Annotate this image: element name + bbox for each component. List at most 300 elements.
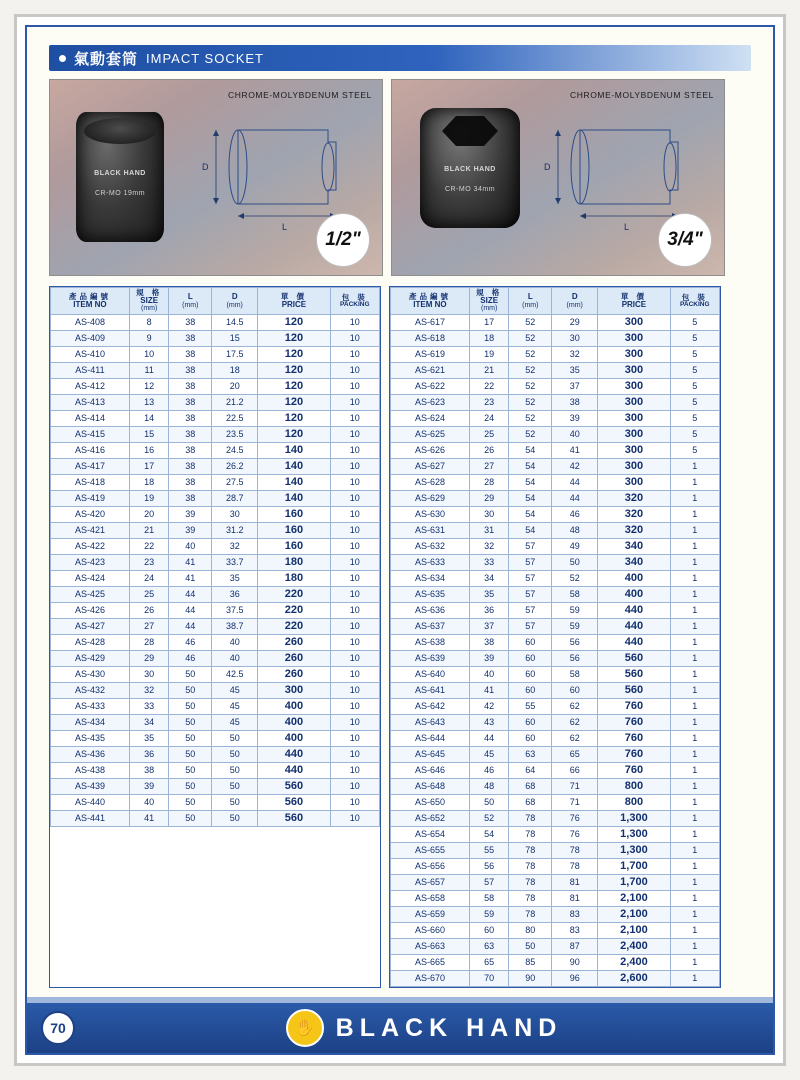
cell-size: 38 [469,635,508,651]
cell-item: AS-627 [391,459,470,475]
cell-d: 22.5 [212,411,258,427]
cell-price: 220 [258,603,330,619]
cell-d: 50 [212,795,258,811]
col-size-unit: (mm) [141,305,158,313]
col-item-no [51,288,130,315]
cell-size: 9 [129,331,168,347]
cell-pack: 10 [330,651,379,667]
table-row [51,507,380,523]
col-l [169,288,212,315]
cell-item: AS-421 [51,523,130,539]
cell-pack: 1 [670,555,719,571]
product-photo-row [49,79,751,276]
cell-price: 260 [258,635,330,651]
cell-size: 29 [129,651,168,667]
spec-table-right-body [391,315,720,987]
col-item-no-cn: 產品編號 [68,291,111,301]
cell-d: 71 [552,779,598,795]
socket-spec-label-1: CR-MO 19mm [94,190,146,197]
cell-item: AS-619 [391,347,470,363]
cell-l: 38 [169,491,212,507]
cell-d: 50 [212,811,258,827]
cell-size: 25 [129,587,168,603]
cell-item: AS-423 [51,555,130,571]
table-row [391,779,720,795]
cell-pack: 1 [670,523,719,539]
cell-price: 440 [598,635,670,651]
drive-size-badge-1: 1/2" [316,213,370,267]
cell-pack: 10 [330,571,379,587]
cell-price: 180 [258,555,330,571]
table-row [51,587,380,603]
cell-l: 78 [509,859,552,875]
cell-l: 50 [169,683,212,699]
cell-item: AS-419 [51,491,130,507]
cell-pack: 1 [670,651,719,667]
cell-l: 68 [509,779,552,795]
cell-d: 87 [552,939,598,955]
cell-d: 56 [552,635,598,651]
svg-text:L: L [282,222,288,232]
cell-pack: 10 [330,347,379,363]
bullet-icon [59,55,66,62]
cell-size: 13 [129,395,168,411]
cell-d: 27.5 [212,475,258,491]
cell-size: 56 [469,859,508,875]
cell-price: 440 [258,747,330,763]
cell-item: AS-636 [391,603,470,619]
cell-size: 11 [129,363,168,379]
cell-pack: 5 [670,315,719,331]
cell-size: 26 [469,443,508,459]
cell-size: 63 [469,939,508,955]
table-row [391,939,720,955]
cell-d: 45 [212,683,258,699]
cell-pack: 10 [330,363,379,379]
cell-l: 38 [169,379,212,395]
table-row [391,843,720,859]
cell-price: 1,300 [598,843,670,859]
cell-price: 300 [598,347,670,363]
col-l [509,288,552,315]
table-row [391,635,720,651]
cell-item: AS-417 [51,459,130,475]
table-row [391,475,720,491]
table-row [391,523,720,539]
cell-d: 28.7 [212,491,258,507]
cell-pack: 1 [670,475,719,491]
socket-top-face-1 [84,118,156,144]
cell-size: 46 [469,763,508,779]
cell-l: 50 [169,715,212,731]
cell-price: 160 [258,507,330,523]
table-row [391,571,720,587]
cell-pack: 1 [670,763,719,779]
cell-l: 44 [169,603,212,619]
cell-price: 300 [598,475,670,491]
cell-d: 46 [552,507,598,523]
cell-size: 8 [129,315,168,331]
cell-item: AS-622 [391,379,470,395]
cell-l: 39 [169,523,212,539]
cell-item: AS-420 [51,507,130,523]
cell-pack: 10 [330,443,379,459]
cell-l: 90 [509,971,552,987]
cell-d: 62 [552,699,598,715]
cell-l: 38 [169,459,212,475]
cell-item: AS-433 [51,699,130,715]
cell-price: 120 [258,395,330,411]
cell-price: 220 [258,587,330,603]
cell-pack: 10 [330,523,379,539]
cell-price: 560 [258,779,330,795]
cell-l: 38 [169,411,212,427]
section-header [49,45,751,71]
cell-item: AS-422 [51,539,130,555]
cell-d: 45 [212,699,258,715]
cell-d: 44 [552,491,598,507]
cell-size: 14 [129,411,168,427]
col-item-no-en: ITEM NO [73,299,107,309]
cell-price: 1,300 [598,827,670,843]
cell-size: 41 [129,811,168,827]
cell-item: AS-648 [391,779,470,795]
spec-table-left-wrap [49,286,381,988]
cell-price: 300 [598,395,670,411]
table-row [51,363,380,379]
cell-item: AS-441 [51,811,130,827]
socket-hex-opening-2 [442,116,498,146]
cell-price: 120 [258,363,330,379]
cell-price: 120 [258,331,330,347]
table-row [391,859,720,875]
table-row [51,811,380,827]
table-row [51,491,380,507]
cell-d: 81 [552,875,598,891]
cell-pack: 10 [330,395,379,411]
cell-item: AS-659 [391,907,470,923]
table-row [51,331,380,347]
cell-pack: 10 [330,411,379,427]
cell-l: 78 [509,827,552,843]
col-price [598,288,670,315]
cell-size: 26 [129,603,168,619]
table-row [391,555,720,571]
table-row [391,923,720,939]
cell-l: 85 [509,955,552,971]
svg-text:D: D [202,162,209,172]
cell-d: 41 [552,443,598,459]
cell-price: 2,600 [598,971,670,987]
cell-size: 27 [129,619,168,635]
cell-pack: 1 [670,811,719,827]
table-row [51,715,380,731]
cell-size: 23 [469,395,508,411]
cell-size: 44 [469,731,508,747]
col-size-cn: 規 格 [476,288,503,298]
cell-pack: 10 [330,507,379,523]
cell-item: AS-439 [51,779,130,795]
col-d [212,288,258,315]
cell-l: 52 [509,427,552,443]
table-row [51,555,380,571]
cell-item: AS-424 [51,571,130,587]
table-row [51,603,380,619]
cell-item: AS-640 [391,667,470,683]
cell-price: 1,700 [598,875,670,891]
cell-size: 24 [129,571,168,587]
table-row [51,795,380,811]
cell-d: 24.5 [212,443,258,459]
table-row [391,875,720,891]
cell-size: 15 [129,427,168,443]
page-inner-frame [25,25,775,1055]
cell-item: AS-638 [391,635,470,651]
cell-pack: 10 [330,811,379,827]
brand-name: BLACK HAND [335,1013,563,1042]
cell-size: 12 [129,379,168,395]
cell-pack: 1 [670,955,719,971]
cell-price: 2,100 [598,891,670,907]
material-label-2: CHROME-MOLYBDENUM STEEL [570,90,714,100]
cell-item: AS-430 [51,667,130,683]
cell-size: 59 [469,907,508,923]
table-row [51,635,380,651]
cell-pack: 5 [670,427,719,443]
cell-size: 30 [129,667,168,683]
cell-size: 36 [469,603,508,619]
page-outer-frame [14,14,786,1066]
cell-d: 56 [552,651,598,667]
cell-price: 300 [598,459,670,475]
table-row [391,427,720,443]
cell-d: 33.7 [212,555,258,571]
table-row [391,795,720,811]
table-row [391,747,720,763]
svg-text:L: L [624,222,630,232]
cell-item: AS-418 [51,475,130,491]
cell-d: 49 [552,539,598,555]
cell-price: 760 [598,747,670,763]
cell-price: 140 [258,459,330,475]
table-row [391,731,720,747]
table-row [51,747,380,763]
cell-item: AS-628 [391,475,470,491]
table-row [391,667,720,683]
cell-l: 44 [169,619,212,635]
cell-size: 32 [129,683,168,699]
cell-d: 35 [212,571,258,587]
cell-pack: 1 [670,939,719,955]
cell-l: 80 [509,923,552,939]
cell-item: AS-632 [391,539,470,555]
cell-pack: 5 [670,443,719,459]
cell-size: 45 [469,747,508,763]
cell-d: 66 [552,763,598,779]
cell-l: 78 [509,843,552,859]
col-size-en: SIZE [480,296,499,306]
cell-d: 59 [552,619,598,635]
cell-d: 18 [212,363,258,379]
cell-price: 800 [598,795,670,811]
cell-item: AS-633 [391,555,470,571]
cell-l: 64 [509,763,552,779]
cell-price: 300 [598,411,670,427]
cell-pack: 10 [330,427,379,443]
cell-l: 41 [169,571,212,587]
cell-item: AS-639 [391,651,470,667]
table-header-row [391,288,720,315]
cell-pack: 10 [330,667,379,683]
cell-price: 760 [598,699,670,715]
table-row [51,667,380,683]
cell-pack: 10 [330,587,379,603]
cell-l: 50 [169,795,212,811]
cell-pack: 1 [670,779,719,795]
socket-photo-2 [420,108,520,228]
cell-item: AS-438 [51,763,130,779]
cell-price: 140 [258,475,330,491]
table-row [391,539,720,555]
table-row [391,619,720,635]
cell-item: AS-635 [391,587,470,603]
cell-price: 300 [598,379,670,395]
table-row [51,427,380,443]
cell-l: 60 [509,651,552,667]
product-photo-three-quarter-inch [391,79,725,276]
cell-d: 62 [552,715,598,731]
col-l-label: L [527,292,533,302]
cell-price: 120 [258,347,330,363]
col-l-unit: (mm) [182,301,199,309]
table-row [51,411,380,427]
table-row [51,683,380,699]
col-packing [670,288,719,315]
cell-item: AS-650 [391,795,470,811]
col-price [258,288,330,315]
cell-size: 70 [469,971,508,987]
cell-pack: 1 [670,971,719,987]
cell-pack: 1 [670,507,719,523]
table-row [391,379,720,395]
cell-d: 23.5 [212,427,258,443]
table-row [391,811,720,827]
cell-l: 50 [169,747,212,763]
cell-item: AS-436 [51,747,130,763]
spec-tables [49,286,751,988]
table-row [391,459,720,475]
table-row [391,603,720,619]
cell-price: 220 [258,619,330,635]
cell-item: AS-660 [391,923,470,939]
cell-price: 300 [598,363,670,379]
cell-d: 44 [552,475,598,491]
cell-pack: 10 [330,635,379,651]
cell-size: 30 [469,507,508,523]
cell-item: AS-623 [391,395,470,411]
cell-pack: 1 [670,747,719,763]
cell-pack: 1 [670,827,719,843]
cell-pack: 1 [670,699,719,715]
cell-l: 54 [509,523,552,539]
cell-size: 39 [469,651,508,667]
cell-l: 46 [169,651,212,667]
cell-item: AS-642 [391,699,470,715]
hand-icon: ✋ [286,1009,324,1047]
cell-size: 48 [469,779,508,795]
cell-pack: 1 [670,907,719,923]
cell-item: AS-429 [51,651,130,667]
cell-l: 46 [169,635,212,651]
cell-pack: 1 [670,603,719,619]
section-title-en: IMPACT SOCKET [146,50,264,66]
cell-d: 40 [212,651,258,667]
cell-d: 59 [552,603,598,619]
cell-item: AS-413 [51,395,130,411]
cell-d: 96 [552,971,598,987]
cell-l: 50 [169,731,212,747]
cell-pack: 1 [670,859,719,875]
cell-size: 16 [129,443,168,459]
cell-item: AS-617 [391,315,470,331]
cell-price: 140 [258,491,330,507]
cell-item: AS-428 [51,635,130,651]
cell-item: AS-637 [391,619,470,635]
cell-price: 120 [258,427,330,443]
cell-item: AS-654 [391,827,470,843]
table-row [51,651,380,667]
cell-item: AS-646 [391,763,470,779]
cell-size: 35 [469,587,508,603]
cell-price: 560 [598,683,670,699]
cell-l: 50 [169,667,212,683]
cell-size: 40 [129,795,168,811]
cell-size: 22 [469,379,508,395]
cell-size: 33 [469,555,508,571]
cell-size: 25 [469,427,508,443]
cell-pack: 1 [670,571,719,587]
cell-price: 180 [258,571,330,587]
table-row [391,331,720,347]
cell-item: AS-631 [391,523,470,539]
cell-d: 30 [552,331,598,347]
svg-text:D: D [544,162,551,172]
col-price-en: PRICE [621,299,647,309]
cell-price: 560 [598,667,670,683]
cell-d: 52 [552,571,598,587]
cell-l: 63 [509,747,552,763]
cell-pack: 10 [330,763,379,779]
cell-size: 10 [129,347,168,363]
cell-size: 22 [129,539,168,555]
cell-l: 60 [509,683,552,699]
cell-d: 37.5 [212,603,258,619]
cell-d: 50 [212,731,258,747]
cell-size: 28 [129,635,168,651]
cell-price: 340 [598,555,670,571]
cell-size: 40 [469,667,508,683]
table-row [391,363,720,379]
cell-price: 300 [598,443,670,459]
col-l-label: L [187,292,193,302]
table-row [391,347,720,363]
cell-pack: 10 [330,731,379,747]
cell-size: 19 [129,491,168,507]
cell-l: 57 [509,619,552,635]
cell-price: 1,300 [598,811,670,827]
cell-size: 17 [129,459,168,475]
cell-pack: 1 [670,715,719,731]
